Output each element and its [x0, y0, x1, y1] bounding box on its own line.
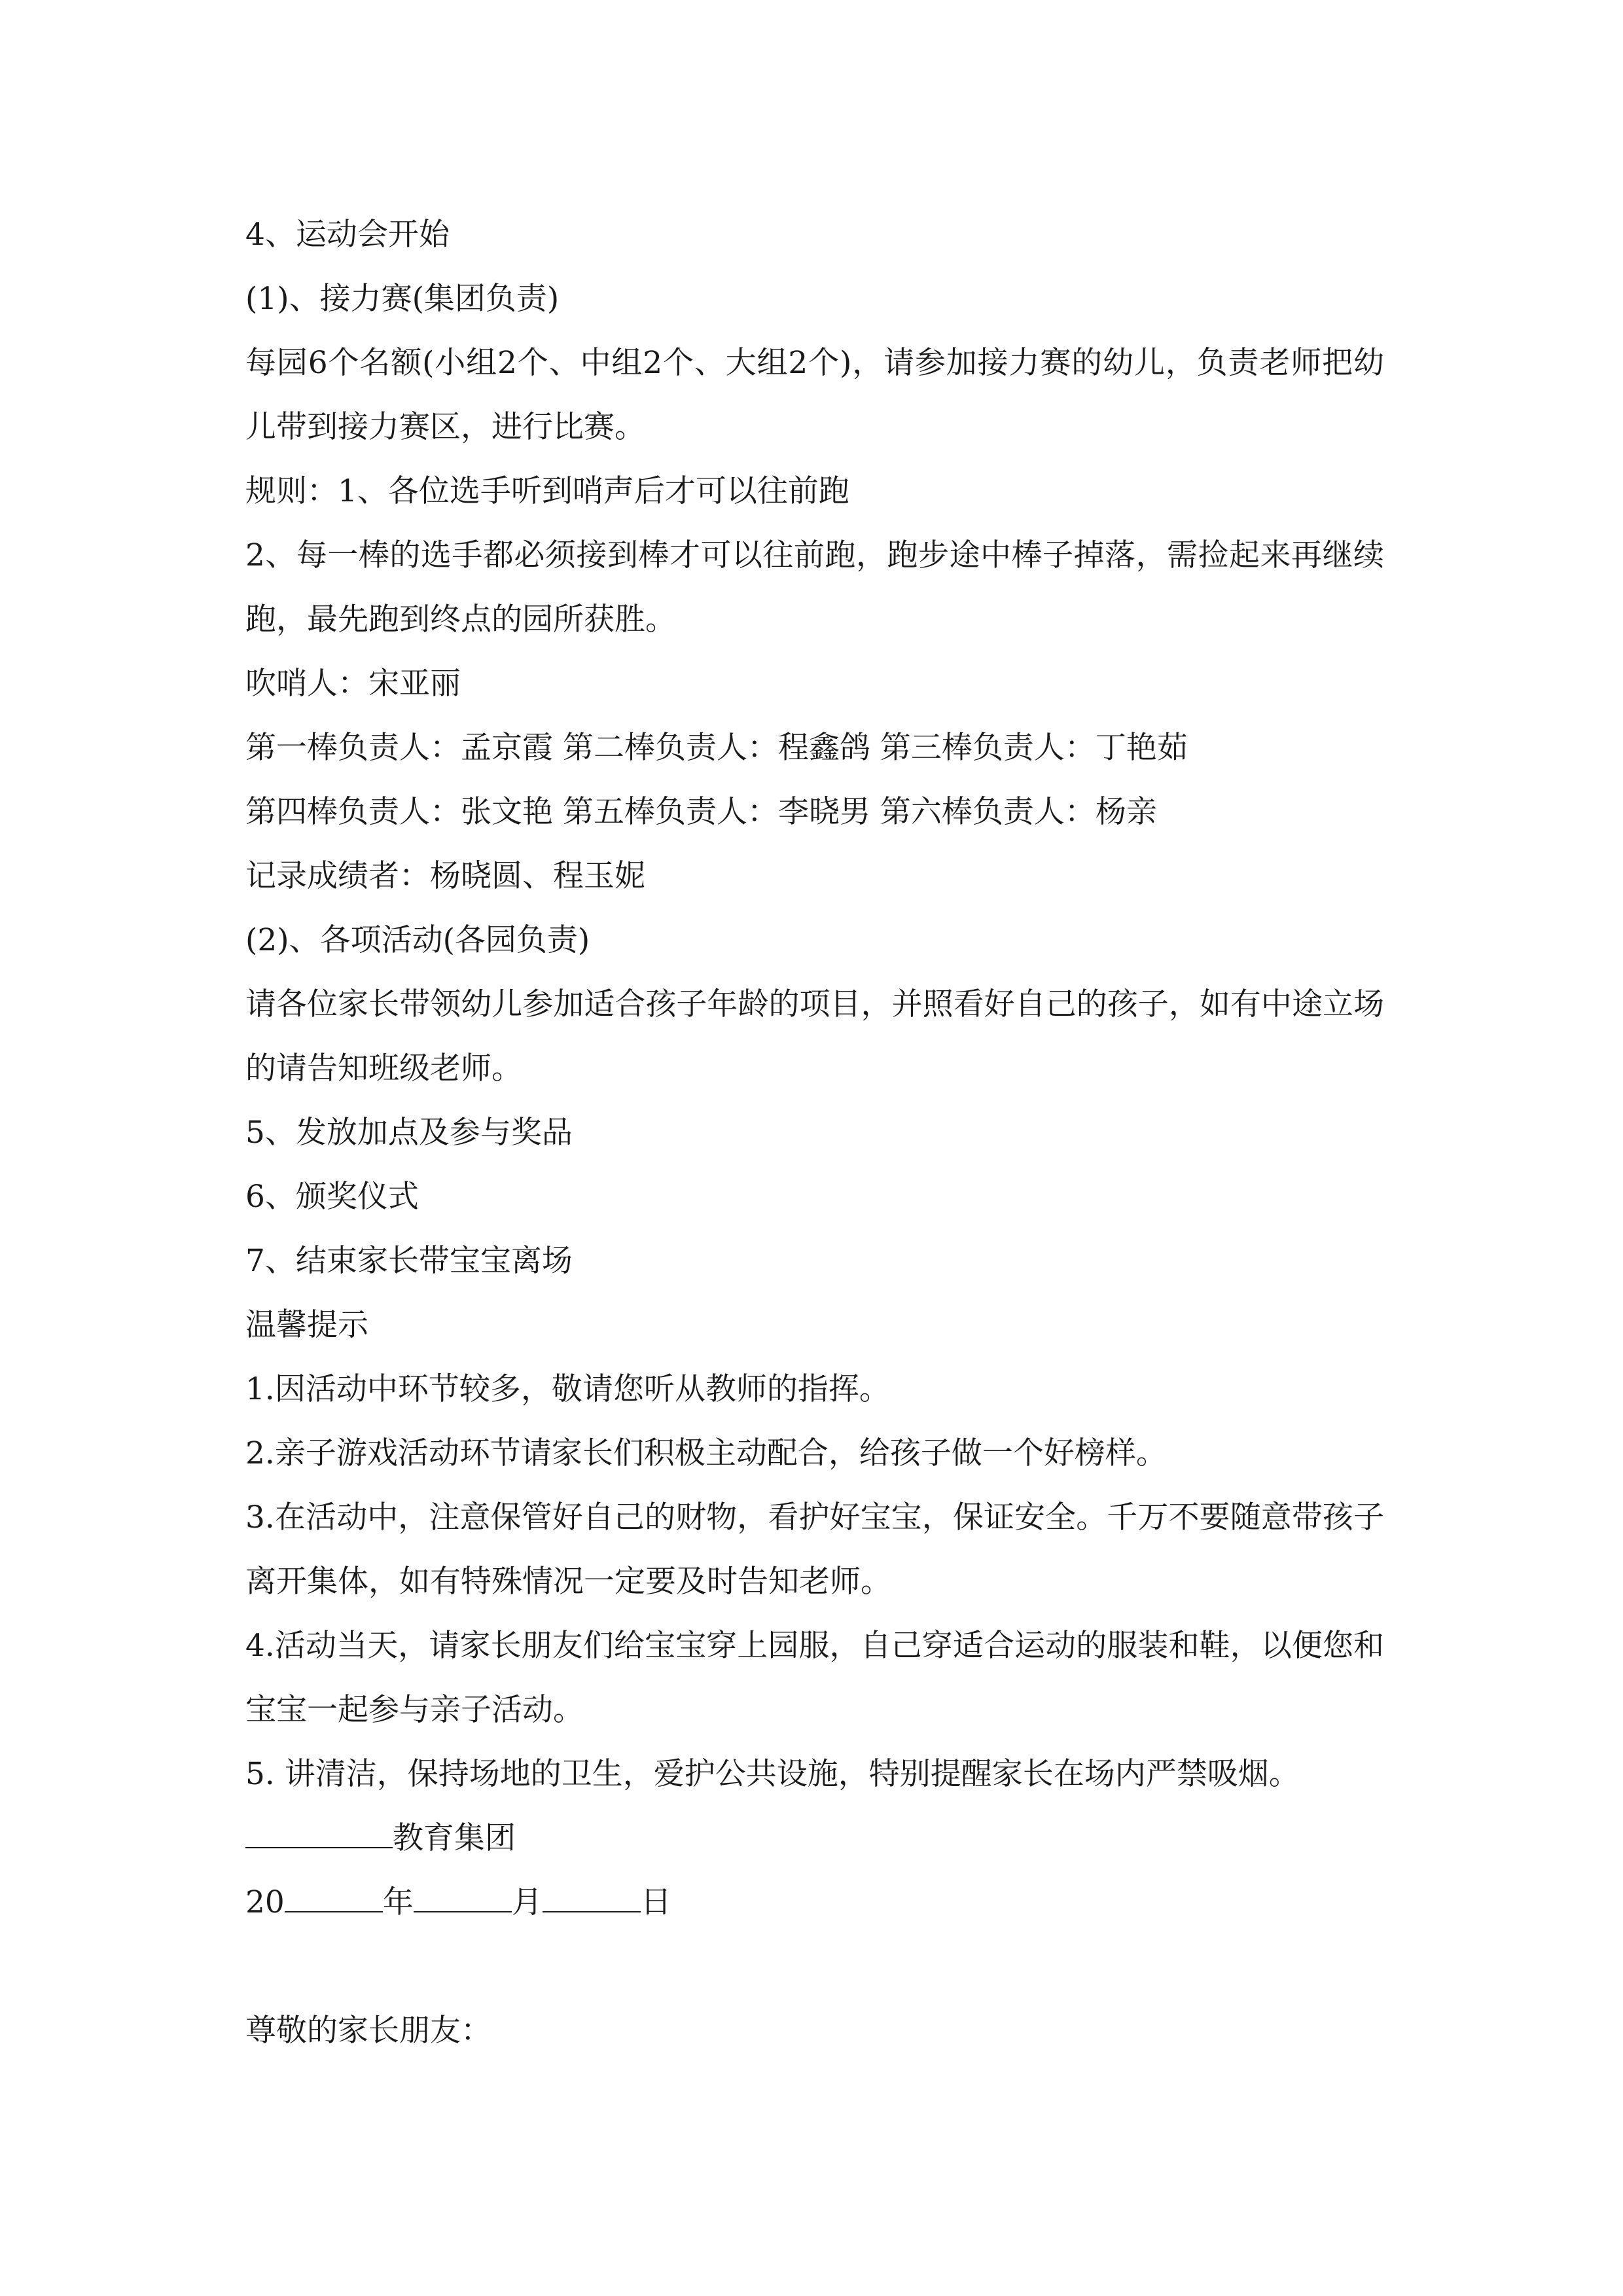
year-blank: [285, 1872, 383, 1912]
paragraph: 记录成绩者：杨晓圆、程玉妮: [245, 858, 645, 894]
section-heading: 4、运动会开始: [245, 217, 450, 253]
org-name-label: 教育集团: [393, 1820, 516, 1856]
paragraph: 第一棒负责人：孟京霞 第二棒负责人：程鑫鸽 第三棒负责人：丁艳茹: [245, 730, 1188, 766]
year-prefix: 20: [245, 1884, 285, 1920]
year-label: 年: [382, 1884, 414, 1920]
tip-item: 3.在活动中，注意保管好自己的财物，看护好宝宝，保证安全。千万不要随意带孩子离开集体，如有特殊情况一定要及时告知老师。: [245, 1499, 1384, 1600]
paragraph: 第四棒负责人：张文艳 第五棒负责人：李晓男 第六棒负责人：杨亲: [245, 794, 1157, 830]
signature-date-line: [245, 1871, 1384, 1935]
day-blank: [543, 1872, 641, 1912]
subsection-heading: (2)、各项活动(各园负责): [245, 922, 590, 958]
signature-org-line: [245, 1806, 1384, 1871]
month-label: 月: [511, 1884, 543, 1920]
org-name-blank: [245, 1808, 393, 1848]
document-body: [245, 203, 1384, 2063]
section-heading: 5、发放加点及参与奖品: [245, 1115, 573, 1151]
tip-item: 1.因活动中环节较多，敬请您听从教师的指挥。: [245, 1371, 890, 1407]
section-heading: 6、颁奖仪式: [245, 1179, 419, 1215]
month-blank: [414, 1872, 512, 1912]
subsection-heading: (1)、接力赛(集团负责): [245, 281, 560, 317]
tip-item: 4.活动当天，请家长朋友们给宝宝穿上园服，自己穿适合运动的服装和鞋，以便您和宝宝一起参与亲子活动。: [245, 1628, 1384, 1728]
paragraph: 请各位家长带领幼儿参加适合孩子年龄的项目，并照看好自己的孩子，如有中途立场的请告知班级老师。: [245, 986, 1384, 1086]
tip-item: 5. 讲清洁，保持场地的卫生，爱护公共设施，特别提醒家长在场内严禁吸烟。: [245, 1756, 1300, 1792]
tips-heading: 温馨提示: [245, 1307, 368, 1343]
tip-item: 2.亲子游戏活动环节请家长们积极主动配合，给孩子做一个好榜样。: [245, 1435, 1167, 1471]
paragraph: 吹哨人：宋亚丽: [245, 666, 461, 702]
paragraph: 每园6个名额(小组2个、中组2个、大组2个)，请参加接力赛的幼儿，负责老师把幼儿带到接力赛区，进行比赛。: [245, 345, 1384, 445]
section-heading: 7、结束家长带宝宝离场: [245, 1243, 573, 1279]
paragraph: 2、每一棒的选手都必须接到棒才可以往前跑，跑步途中棒子掉落，需捡起来再继续跑，最先跑到终点的园所获胜。: [245, 537, 1384, 637]
paragraph: 规则：1、各位选手听到哨声后才可以往前跑: [245, 473, 849, 509]
greeting: 尊敬的家长朋友：: [245, 2013, 491, 2049]
day-label: 日: [640, 1884, 671, 1920]
